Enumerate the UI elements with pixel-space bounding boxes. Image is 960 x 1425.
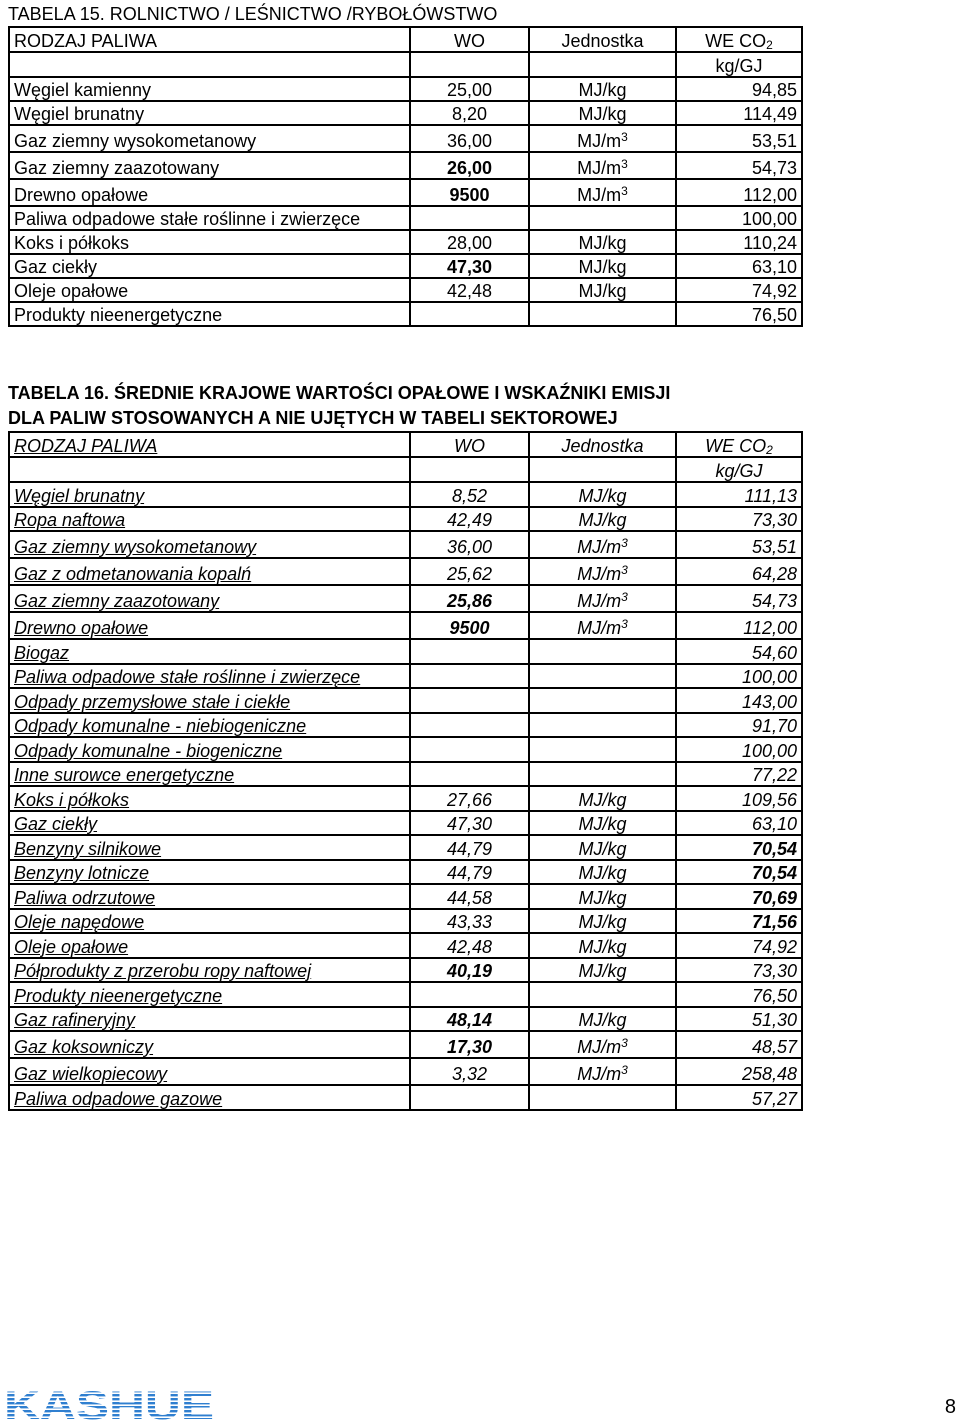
unit-superscript: 3	[621, 1063, 628, 1077]
calorific-value	[410, 639, 529, 664]
emission-factor: 100,00	[676, 206, 802, 230]
unit	[529, 1031, 676, 1058]
table-row	[9, 811, 802, 836]
emission-factor: 76,50	[676, 302, 802, 326]
unit-label: MJ/kg	[578, 510, 627, 530]
emission-factor: 100,00	[676, 737, 802, 762]
unit	[529, 860, 676, 885]
fuel-name: Odpady przemysłowe stałe i ciekłe	[9, 688, 410, 713]
table15	[8, 26, 803, 327]
emission-factor: 100,00	[676, 664, 802, 689]
calorific-value: 28,00	[410, 230, 529, 254]
emission-factor: 74,92	[676, 278, 802, 302]
emission-factor: 77,22	[676, 762, 802, 787]
unit	[529, 811, 676, 836]
unit	[529, 639, 676, 664]
table-row	[9, 254, 802, 278]
emission-factor: 54,73	[676, 585, 802, 612]
unit-label: MJ/m	[577, 131, 622, 151]
table-row	[9, 1007, 802, 1032]
header-we-unit: kg/GJ	[676, 52, 802, 77]
table-row	[9, 507, 802, 532]
calorific-value: 44,79	[410, 835, 529, 860]
calorific-value	[410, 737, 529, 762]
calorific-value: 47,30	[410, 254, 529, 278]
emission-factor: 111,13	[676, 482, 802, 507]
calorific-value	[410, 713, 529, 738]
fuel-name: Odpady komunalne - biogeniczne	[9, 737, 410, 762]
table15-title: TABELA 15. ROLNICTWO / LEŚNICTWO /RYBOŁÓWSTWO	[8, 4, 498, 24]
unit-label: MJ/kg	[578, 936, 627, 957]
emission-factor: 94,85	[676, 77, 802, 101]
emission-factor: 63,10	[676, 254, 802, 278]
unit	[529, 101, 676, 125]
page-number: 8	[944, 1396, 956, 1418]
table-row	[9, 230, 802, 254]
header-we-unit: kg/GJ	[676, 457, 802, 482]
table-row	[9, 762, 802, 787]
table-row	[9, 206, 802, 230]
fuel-name: Oleje napędowe	[9, 909, 410, 934]
table-row	[9, 737, 802, 762]
calorific-value: 27,66	[410, 786, 529, 811]
emission-factor: 109,56	[676, 786, 802, 811]
unit	[529, 612, 676, 639]
table-row	[9, 713, 802, 738]
unit-superscript: 3	[621, 157, 628, 171]
fuel-name: Węgiel brunatny	[9, 482, 410, 507]
calorific-value	[410, 1085, 529, 1110]
calorific-value: 44,79	[410, 860, 529, 885]
table-row	[9, 482, 802, 507]
emission-factor: 70,54	[676, 860, 802, 885]
unit-label: MJ/kg	[578, 789, 627, 810]
fuel-name: Biogaz	[9, 639, 410, 664]
unit-label: MJ/m	[577, 537, 622, 557]
fuel-name: Koks i półkoks	[9, 230, 410, 254]
emission-factor: 114,49	[676, 101, 802, 125]
table16	[8, 431, 803, 1111]
unit	[529, 230, 676, 254]
unit-superscript: 3	[621, 130, 628, 144]
table16-title-line1: TABELA 16. ŚREDNIE KRAJOWE WARTOŚCI OPAŁOWE I WSKAŹNIKI EMISJI	[8, 383, 671, 403]
calorific-value: 8,20	[410, 101, 529, 125]
unit-label: MJ/m	[577, 1037, 622, 1057]
unit	[529, 482, 676, 507]
emission-factor: 258,48	[676, 1058, 802, 1085]
unit-label: MJ/m	[577, 618, 622, 638]
calorific-value	[410, 664, 529, 689]
table-row	[9, 302, 802, 326]
fuel-name: Węgiel kamienny	[9, 77, 410, 101]
unit-label: MJ/m	[577, 591, 622, 611]
fuel-name: Paliwa odpadowe gazowe	[9, 1085, 410, 1110]
fuel-name: Gaz ciekły	[9, 254, 410, 278]
emission-factor: 54,73	[676, 152, 802, 179]
emission-factor: 64,28	[676, 558, 802, 585]
header-fuel-type: RODZAJ PALIWA	[9, 432, 410, 457]
emission-factor: 91,70	[676, 713, 802, 738]
table-row	[9, 982, 802, 1007]
unit-label: MJ/m	[577, 185, 622, 205]
unit-label: MJ/kg	[578, 485, 627, 506]
unit	[529, 982, 676, 1007]
header-unit: Jednostka	[529, 432, 676, 457]
fuel-name: Inne surowce energetyczne	[9, 762, 410, 787]
fuel-name: Gaz ziemny zaazotowany	[9, 585, 410, 612]
unit	[529, 278, 676, 302]
calorific-value: 25,62	[410, 558, 529, 585]
fuel-name: Benzyny lotnicze	[9, 860, 410, 885]
emission-factor: 143,00	[676, 688, 802, 713]
unit	[529, 737, 676, 762]
fuel-name: Odpady komunalne - niebiogeniczne	[9, 713, 410, 738]
calorific-value: 43,33	[410, 909, 529, 934]
table-row	[9, 278, 802, 302]
table-row	[9, 1085, 802, 1110]
fuel-name: Gaz koksowniczy	[9, 1031, 410, 1058]
unit-label: MJ/kg	[578, 80, 627, 100]
fuel-name: Paliwa odpadowe stałe roślinne i zwierzęce	[9, 206, 410, 230]
fuel-name: Węgiel brunatny	[9, 101, 410, 125]
table-row	[9, 612, 802, 639]
unit	[529, 933, 676, 958]
calorific-value: 40,19	[410, 958, 529, 983]
table-row	[9, 835, 802, 860]
emission-factor: 74,92	[676, 933, 802, 958]
unit	[529, 585, 676, 612]
calorific-value: 26,00	[410, 152, 529, 179]
table-row	[9, 531, 802, 558]
table-row	[9, 585, 802, 612]
unit	[529, 302, 676, 326]
fuel-name: Benzyny silnikowe	[9, 835, 410, 860]
unit-label: MJ/kg	[578, 912, 627, 932]
calorific-value: 42,48	[410, 933, 529, 958]
unit-superscript: 3	[621, 590, 628, 604]
unit	[529, 125, 676, 152]
unit	[529, 206, 676, 230]
unit-superscript: 3	[621, 184, 628, 198]
unit	[529, 958, 676, 983]
emission-factor: 57,27	[676, 1085, 802, 1110]
unit-label: MJ/m	[577, 564, 622, 584]
header-we-label: WE CO	[705, 436, 767, 456]
table-row	[9, 639, 802, 664]
unit-label: MJ/kg	[578, 104, 627, 124]
kashue-logo	[2, 1386, 217, 1422]
unit-label: MJ/m	[577, 158, 622, 178]
emission-factor: 54,60	[676, 639, 802, 664]
calorific-value	[410, 762, 529, 787]
header-we-label: WE CO	[705, 31, 767, 51]
header-unit-row	[9, 457, 802, 482]
header-fuel-type: RODZAJ PALIWA	[9, 27, 410, 52]
header-empty-cell	[410, 457, 529, 482]
calorific-value	[410, 982, 529, 1007]
unit-label: MJ/kg	[578, 961, 627, 981]
table-row	[9, 179, 802, 206]
fuel-name: Paliwa odrzutowe	[9, 884, 410, 909]
fuel-name: Ropa naftowa	[9, 507, 410, 532]
fuel-name: Oleje opałowe	[9, 278, 410, 302]
unit	[529, 909, 676, 934]
unit	[529, 786, 676, 811]
fuel-name: Koks i półkoks	[9, 786, 410, 811]
table-row	[9, 152, 802, 179]
calorific-value: 8,52	[410, 482, 529, 507]
unit	[529, 762, 676, 787]
fuel-name: Drewno opałowe	[9, 179, 410, 206]
calorific-value	[410, 688, 529, 713]
calorific-value: 48,14	[410, 1007, 529, 1032]
unit	[529, 179, 676, 206]
unit-label: MJ/kg	[578, 863, 627, 883]
emission-factor: 73,30	[676, 958, 802, 983]
fuel-name: Oleje opałowe	[9, 933, 410, 958]
fuel-name: Gaz wielkopiecowy	[9, 1058, 410, 1085]
header-unit: Jednostka	[529, 27, 676, 52]
fuel-name: Gaz z odmetanowania kopalń	[9, 558, 410, 585]
header-unit-row	[9, 52, 802, 77]
unit	[529, 713, 676, 738]
calorific-value: 47,30	[410, 811, 529, 836]
unit	[529, 884, 676, 909]
calorific-value: 3,32	[410, 1058, 529, 1085]
table-row	[9, 688, 802, 713]
emission-factor: 53,51	[676, 531, 802, 558]
header-row	[9, 27, 802, 52]
fuel-name: Gaz ciekły	[9, 811, 410, 836]
emission-factor: 112,00	[676, 179, 802, 206]
table-row	[9, 958, 802, 983]
unit	[529, 664, 676, 689]
table-row	[9, 1031, 802, 1058]
fuel-name: Gaz ziemny zaazotowany	[9, 152, 410, 179]
header-empty-cell	[410, 52, 529, 77]
header-we-subscript: 2	[766, 443, 773, 457]
emission-factor: 71,56	[676, 909, 802, 934]
unit	[529, 507, 676, 532]
fuel-name: Produkty nieenergetyczne	[9, 982, 410, 1007]
unit	[529, 688, 676, 713]
emission-factor: 112,00	[676, 612, 802, 639]
table-row	[9, 884, 802, 909]
calorific-value	[410, 206, 529, 230]
unit	[529, 1007, 676, 1032]
unit	[529, 1085, 676, 1110]
calorific-value: 25,00	[410, 77, 529, 101]
header-we-subscript: 2	[766, 38, 773, 52]
unit	[529, 254, 676, 278]
unit-label: MJ/kg	[578, 281, 627, 301]
unit	[529, 152, 676, 179]
emission-factor: 73,30	[676, 507, 802, 532]
table-row	[9, 933, 802, 958]
header-wo: WO	[410, 27, 529, 52]
header-we	[676, 27, 802, 52]
calorific-value: 44,58	[410, 884, 529, 909]
unit-superscript: 3	[621, 536, 628, 550]
unit	[529, 1058, 676, 1085]
header-empty-cell	[9, 52, 410, 77]
emission-factor: 110,24	[676, 230, 802, 254]
fuel-name: Gaz ziemny wysokometanowy	[9, 125, 410, 152]
unit-label: MJ/kg	[578, 257, 627, 277]
emission-factor: 70,54	[676, 835, 802, 860]
calorific-value: 36,00	[410, 125, 529, 152]
unit-label: MJ/kg	[578, 1010, 627, 1030]
unit	[529, 531, 676, 558]
header-row	[9, 432, 802, 457]
logo-text: KASHUE	[4, 1386, 214, 1422]
calorific-value: 9500	[410, 179, 529, 206]
unit	[529, 558, 676, 585]
unit-superscript: 3	[621, 1036, 628, 1050]
unit-label: MJ/kg	[578, 233, 627, 253]
unit-superscript: 3	[621, 617, 628, 631]
table-row	[9, 664, 802, 689]
emission-factor: 63,10	[676, 811, 802, 836]
fuel-name: Drewno opałowe	[9, 612, 410, 639]
header-empty-cell	[529, 52, 676, 77]
calorific-value: 36,00	[410, 531, 529, 558]
table-row	[9, 860, 802, 885]
emission-factor: 48,57	[676, 1031, 802, 1058]
table-row	[9, 125, 802, 152]
calorific-value: 42,49	[410, 507, 529, 532]
header-empty-cell	[9, 457, 410, 482]
emission-factor: 76,50	[676, 982, 802, 1007]
fuel-name: Półprodukty z przerobu ropy naftowej	[9, 958, 410, 983]
unit	[529, 77, 676, 101]
header-empty-cell	[529, 457, 676, 482]
unit-label: MJ/kg	[578, 814, 627, 834]
fuel-name: Produkty nieenergetyczne	[9, 302, 410, 326]
fuel-name: Gaz rafineryjny	[9, 1007, 410, 1032]
unit	[529, 835, 676, 860]
calorific-value	[410, 302, 529, 326]
unit-label: MJ/m	[577, 1064, 622, 1084]
header-wo: WO	[410, 432, 529, 457]
table-row	[9, 786, 802, 811]
unit-label: MJ/kg	[578, 887, 627, 908]
unit-label: MJ/kg	[578, 838, 627, 859]
table-row	[9, 101, 802, 125]
calorific-value: 9500	[410, 612, 529, 639]
unit-superscript: 3	[621, 563, 628, 577]
emission-factor: 51,30	[676, 1007, 802, 1032]
table-row	[9, 558, 802, 585]
fuel-name: Paliwa odpadowe stałe roślinne i zwierzęce	[9, 664, 410, 689]
emission-factor: 53,51	[676, 125, 802, 152]
table-row	[9, 1058, 802, 1085]
header-we	[676, 432, 802, 457]
table-row	[9, 909, 802, 934]
table16-title-line2: DLA PALIW STOSOWANYCH A NIE UJĘTYCH W TABELI SEKTOROWEJ	[8, 408, 618, 428]
table-row	[9, 77, 802, 101]
emission-factor: 70,69	[676, 884, 802, 909]
calorific-value: 17,30	[410, 1031, 529, 1058]
calorific-value: 25,86	[410, 585, 529, 612]
calorific-value: 42,48	[410, 278, 529, 302]
fuel-name: Gaz ziemny wysokometanowy	[9, 531, 410, 558]
